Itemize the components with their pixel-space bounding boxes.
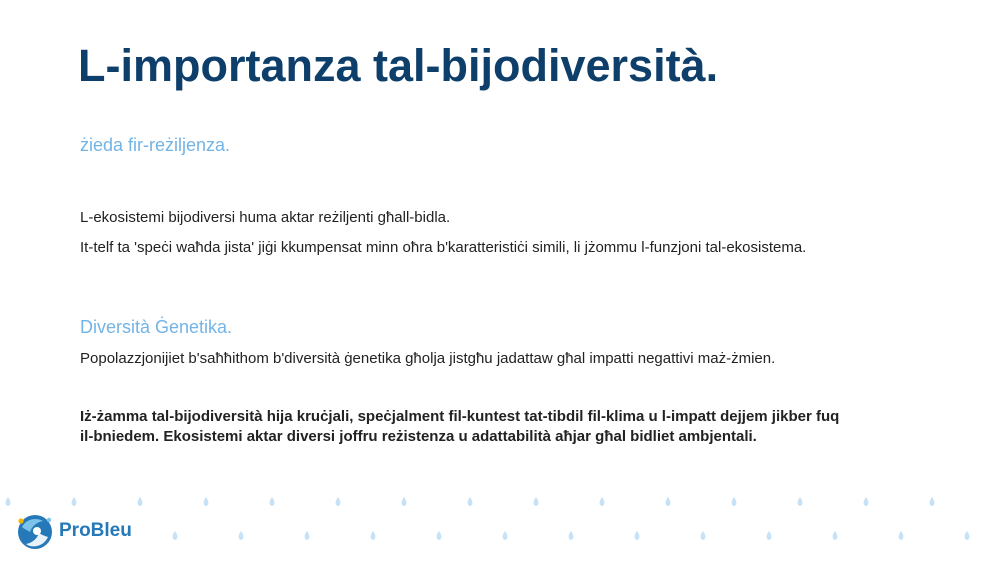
decorative-droplet bbox=[899, 531, 904, 540]
decorative-droplet bbox=[6, 497, 11, 506]
decorative-droplet bbox=[336, 497, 341, 506]
decorative-droplet bbox=[270, 497, 275, 506]
decorative-droplet bbox=[305, 531, 310, 540]
decorative-droplet bbox=[666, 497, 671, 506]
resilience-paragraph-1: L-ekosistemi bijodiversi huma aktar reżiljenti għall-bidla. bbox=[80, 209, 451, 226]
decorative-droplet bbox=[437, 531, 442, 540]
logo-wordmark: ProBleu bbox=[59, 520, 132, 541]
decorative-droplet bbox=[239, 531, 244, 540]
decorative-dot-pattern bbox=[0, 490, 1000, 550]
section-heading-resilience: żieda fir-reżiljenza. bbox=[80, 135, 231, 155]
decorative-droplet bbox=[864, 497, 869, 506]
decorative-droplet bbox=[503, 531, 508, 540]
decorative-droplet bbox=[534, 497, 539, 506]
decorative-droplet bbox=[798, 497, 803, 506]
resilience-paragraph-2: It-telf ta 'speċi waħda jista' jiġi kkumpensat minn oħra b'karatteristiċi simili, li jżommu l-funzjoni tal-ekosistema. bbox=[80, 239, 807, 256]
decorative-droplet bbox=[204, 497, 209, 506]
decorative-droplet bbox=[701, 531, 706, 540]
decorative-droplet bbox=[930, 497, 935, 506]
decorative-droplet bbox=[833, 531, 838, 540]
probleu-globe-icon bbox=[16, 513, 54, 551]
decorative-droplet bbox=[173, 531, 178, 540]
decorative-droplet bbox=[468, 497, 473, 506]
probleu-logo bbox=[16, 513, 146, 549]
decorative-droplet bbox=[371, 531, 376, 540]
decorative-droplet bbox=[965, 531, 970, 540]
decorative-droplet bbox=[138, 497, 143, 506]
decorative-droplet bbox=[402, 497, 407, 506]
conclusion-paragraph: Iż-żamma tal-bijodiversità hija kruċjali, speċjalment fil-kuntest tat-tibdil fil-klima u l-impatt dejjem jikber fuq il-bniedem. Ekosistemi aktar diversi joffru reżistenza u adattabilità aħjar għal bidliet ambjentali. bbox=[80, 408, 840, 445]
decorative-droplet bbox=[72, 497, 77, 506]
decorative-droplet bbox=[767, 531, 772, 540]
decorative-droplet bbox=[600, 497, 605, 506]
slide-title: L-importanza tal-bijodiversità. bbox=[78, 40, 719, 91]
genetic-diversity-paragraph: Popolazzjonijiet b'saħħithom b'diversità ġenetika għolja jistgħu jadattaw għal impatti negattivi maż-żmien. bbox=[80, 350, 776, 367]
decorative-droplet bbox=[732, 497, 737, 506]
decorative-droplet bbox=[635, 531, 640, 540]
section-heading-genetic-diversity: Diversità Ġenetika. bbox=[80, 317, 233, 337]
decorative-droplet bbox=[569, 531, 574, 540]
